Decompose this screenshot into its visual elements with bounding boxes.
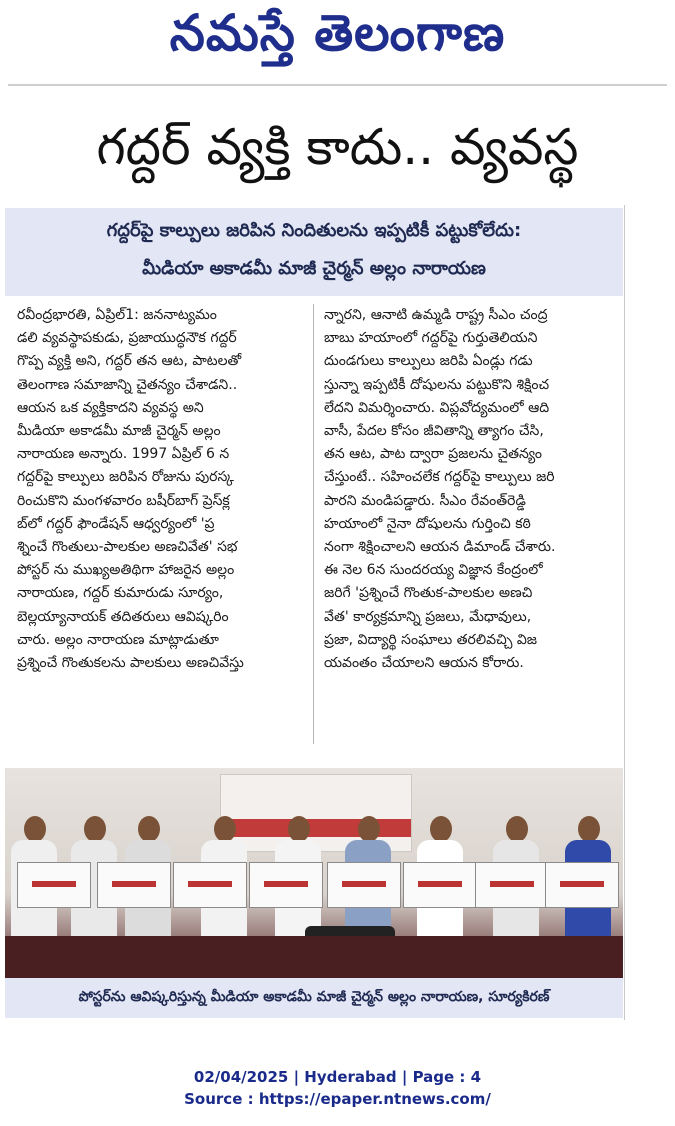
subheadline-box: [5, 208, 623, 296]
article-line: బ్‌లో గద్దర్ ఫౌండేషన్ ఆధ్వర్యంలో 'ప్ర: [17, 515, 215, 532]
article-line: పారని మండిపడ్డారు. సీఎం రేవంత్‌రెడ్డి: [324, 492, 526, 509]
photo-caption: [5, 978, 623, 1018]
article-line: ఆయన ఒక వ్యక్తికాదని వ్యవస్థ అని: [17, 399, 204, 416]
article-line: బాబు హయాంలో గద్దర్‌పై గుర్తుతెలియని: [324, 330, 538, 347]
article-line: మీడియా అకాడమీ మాజీ చైర్మన్ అల్లం: [17, 423, 221, 440]
article-line: గద్దర్‌పై కాల్పులు జరిపిన రోజును పురస్క: [17, 469, 234, 486]
article-line: రించుకొని మంగళవారం బషీర్‌బాగ్ ప్రెస్‌క్ల: [17, 492, 230, 509]
article-line: దుండగులు కాల్పులు జరిపి ఏండ్లు గడు: [324, 353, 533, 370]
article-line: శ్నించే గొంతులు-పాలకుల అణచివేత' సభ: [17, 539, 238, 556]
article-line: బెల్లయ్యానాయక్ తదితరులు ఆవిష్కరిం: [17, 608, 229, 625]
news-photo: [5, 768, 623, 978]
headline: [8, 108, 667, 198]
article-line: డలి వ్యవస్థాపకుడు, ప్రజాయుద్ధనౌక గద్దర్: [17, 330, 237, 347]
article-line: చేస్తుంటే.. సహించలేక గద్దర్‌పై కాల్పులు జరి: [324, 469, 555, 486]
article-line: చారు. అల్లం నారాయణ మాట్లాడుతూ: [17, 631, 219, 648]
masthead-title: నమస్తే తెలంగాణ: [169, 3, 506, 62]
masthead-rule: [8, 84, 667, 86]
article-line: ప్రజా, విద్యార్థి సంఘాలు తరలివచ్చి విజ: [324, 631, 538, 648]
article-column-right: [324, 304, 614, 744]
photo-caption-text: పోస్టర్‌ను ఆవిష్కరిస్తున్న మీడియా అకాడమీ మాజీ చైర్మన్ అల్లం నారాయణ, సూర్యకిరణ్: [78, 988, 550, 1005]
footer-source: Source : https://epaper.ntnews.com/: [184, 1090, 491, 1108]
table-cloth: [5, 936, 623, 978]
article-line: తెలంగాణ సమాజాన్ని చైతన్యం చేశాడని..: [17, 376, 238, 393]
article-line: న్నారని, ఆనాటి ఉమ్మడి రాష్ట్ర సీఎం చంద్ర: [324, 307, 548, 323]
column-divider: [313, 304, 314, 744]
article-line: నంగా శిక్షించాలని ఆయన డిమాండ్ చేశారు.: [324, 539, 556, 556]
article-line: స్తున్నా ఇప్పటికీ దోషులను పట్టుకొని శిక్షించ: [324, 376, 550, 393]
article-line: జరిగే 'ప్రశ్నించే గొంతుక-పాలకుల అణచి: [324, 585, 533, 602]
subheadline-line-1: గద్దర్‌పై కాల్పులు జరిపిన నిందితులను ఇప్పటికీ పట్టుకోలేదు:: [106, 220, 522, 241]
article-line: హయాంలో నైనా దోషులను గుర్తించి కఠి: [324, 515, 531, 532]
article-column-left: [17, 304, 307, 744]
article-line: ఈ నెల 6న సుందరయ్య విజ్ఞాన కేంద్రంలో: [324, 562, 543, 579]
article-line: నారాయణ అన్నారు. 1997 ఏప్రిల్ 6 న: [17, 446, 230, 463]
article-line: వేత' కార్యక్రమాన్ని ప్రజలు, మేధావులు,: [324, 608, 532, 625]
article-line: నారాయణ, గద్దర్ కుమారుడు సూర్యం,: [17, 585, 224, 602]
article-line: గొప్ప వ్యక్తి అని, గద్దర్ తన ఆట, పాటలతో: [17, 353, 242, 370]
article-line: వాసీ, పేదల కోసం జీవితాన్ని త్యాగం చేసి,: [324, 423, 544, 440]
article-line: ప్రశ్నించే గొంతుకలను పాలకులు అణచివేస్తు: [17, 655, 244, 672]
masthead: [0, 4, 675, 74]
article-line: లేదని విమర్శించారు. విప్లవోద్యమంలో ఆది: [324, 399, 550, 416]
article-line: తన ఆట, పాట ద్వారా ప్రజలను చైతన్యం: [324, 446, 542, 463]
article-line: యవంతం చేయాలని ఆయన కోరారు.: [324, 655, 524, 672]
article-line: పోస్టర్ ను ముఖ్యఅతిథిగా హాజరైన అల్లం: [17, 562, 235, 579]
subheadline-line-2: మీడియా అకాడమీ మాజీ చైర్మన్ అల్లం నారాయణ: [142, 258, 486, 279]
headline-text: గద్దర్ వ్యక్తి కాదు.. వ్యవస్థ: [96, 117, 579, 176]
footer-dateline: 02/04/2025 | Hyderabad | Page : 4: [193, 1068, 482, 1086]
article-line: రవీంద్రభారతి, ఏప్రిల్1: జననాట్యమం: [17, 307, 217, 323]
page-edge-rule: [624, 205, 625, 1020]
